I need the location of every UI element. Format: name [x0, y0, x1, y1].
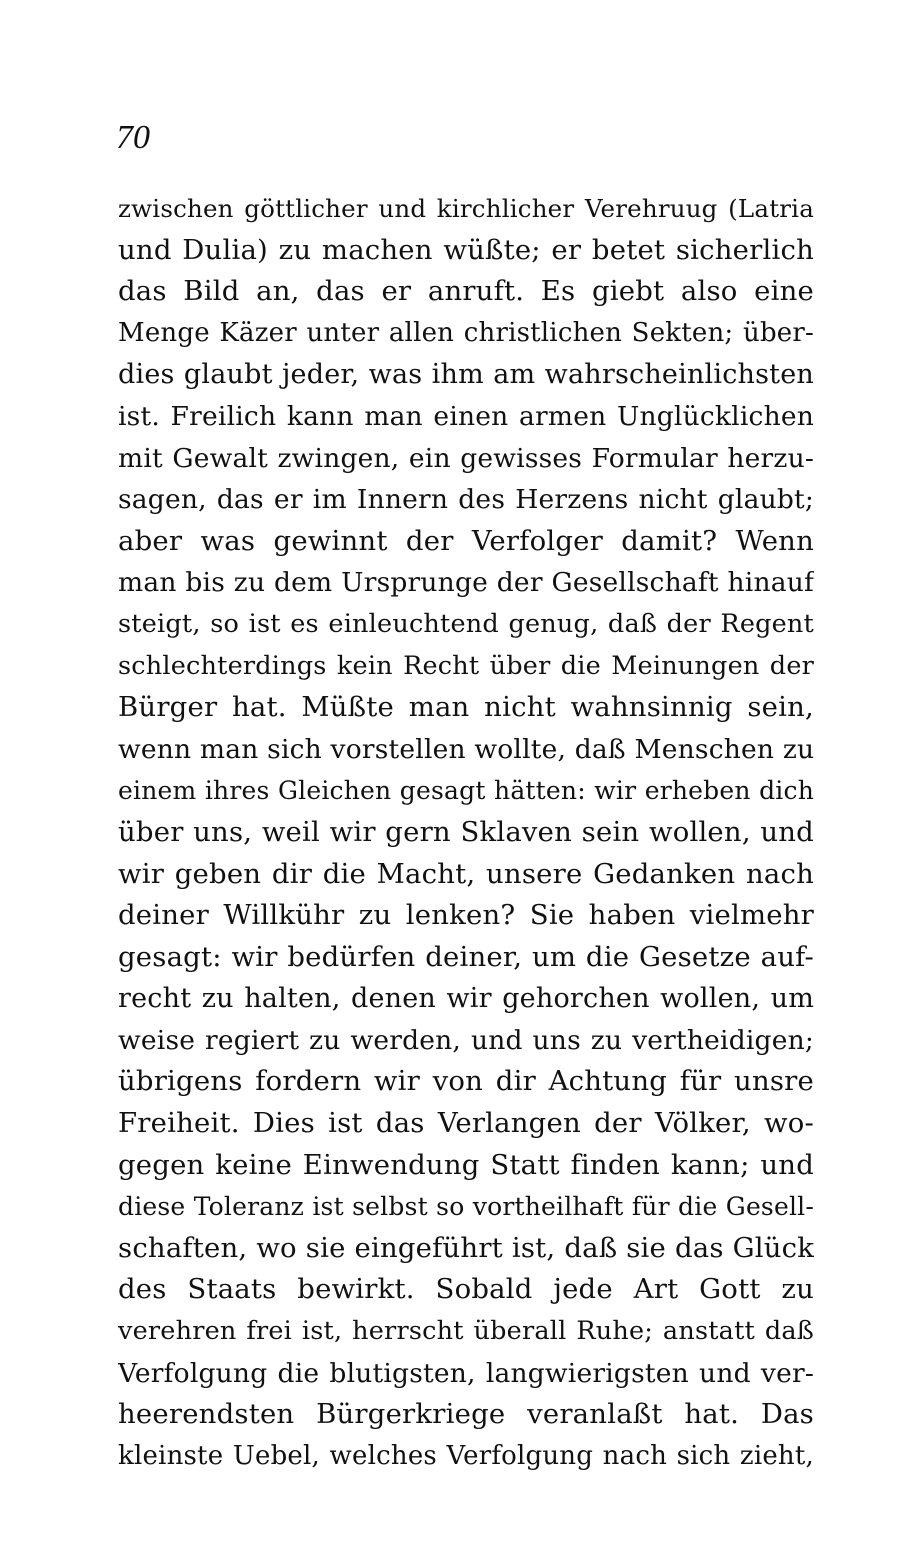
text-line: gesagt: wir bedürfen deiner, um die Gesetze auf- — [118, 940, 814, 973]
text-line: Bürger hat. Müßte man nicht wahnsinnig sein, — [118, 691, 814, 724]
text-line: schaften, wo sie eingeführt ist, daß sie das Glück — [118, 1231, 814, 1264]
text-line: wir geben dir die Macht, unsere Gedanken nach — [118, 857, 814, 890]
text-line: Verfolgung die blutigsten, langwierigsten und ver- — [118, 1357, 814, 1389]
text-line: steigt, so ist es einleuchtend genug, daß der Regent — [118, 608, 814, 639]
text-line: weise regiert zu werden, und uns zu vertheidigen; — [118, 1024, 814, 1056]
text-line: übrigens fordern wir von dir Achtung für unsre — [118, 1065, 814, 1098]
text-line: zwischen göttlicher und kirchlicher Verehruug (Latria — [118, 194, 814, 223]
body-text — [118, 188, 814, 1477]
page-number: 70 — [116, 119, 150, 156]
text-line: diese Toleranz ist selbst so vortheilhaft für die Gesell- — [118, 1192, 814, 1222]
text-line: verehren frei ist, herrscht überall Ruhe; anstatt daß — [118, 1316, 814, 1347]
text-line: und Dulia) zu machen wüßte; er betet sicherlich — [118, 233, 814, 266]
text-line: mit Gewalt zwingen, ein gewisses Formular herzu- — [118, 442, 814, 474]
text-line: schlechterdings kein Recht über die Meinungen der — [118, 650, 814, 681]
text-line: Menge Käzer unter allen christlichen Sekten; über- — [118, 317, 814, 348]
text-line: ist. Freilich kann man einen armen Unglücklichen — [118, 400, 814, 432]
text-line: dies glaubt jeder, was ihm am wahrscheinlichsten — [118, 359, 814, 391]
text-line: wenn man sich vorstellen wollte, daß Menschen zu — [118, 733, 814, 765]
text-line: recht zu halten, denen wir gehorchen wollen, um — [118, 983, 814, 1015]
text-line: Freiheit. Dies ist das Verlangen der Völker, wo- — [118, 1107, 814, 1140]
text-line: das Bild an, das er anruft. Es giebt also eine — [118, 275, 814, 308]
text-line: heerendsten Bürgerkriege veranlaßt hat. Das — [118, 1398, 814, 1431]
text-line: man bis zu dem Ursprunge der Gesellschaft hinauf — [118, 567, 814, 599]
text-line: sagen, das er im Innern des Herzens nicht glaubt; — [118, 484, 814, 516]
text-line: deiner Willkühr zu lenken? Sie haben vielmehr — [118, 899, 814, 932]
text-line: gegen keine Einwendung Statt finden kann; und — [118, 1148, 814, 1181]
text-line: über uns, weil wir gern Sklaven sein wollen, und — [118, 815, 814, 848]
text-line: einem ihres Gleichen gesagt hätten: wir erheben dich — [118, 776, 814, 806]
text-line: aber was gewinnt der Verfolger damit? Wenn — [118, 524, 814, 557]
text-line: des Staats bewirkt. Sobald jede Art Gott zu — [118, 1273, 814, 1306]
text-line: kleinste Uebel, welches Verfolgung nach sich zieht, — [118, 1440, 814, 1471]
